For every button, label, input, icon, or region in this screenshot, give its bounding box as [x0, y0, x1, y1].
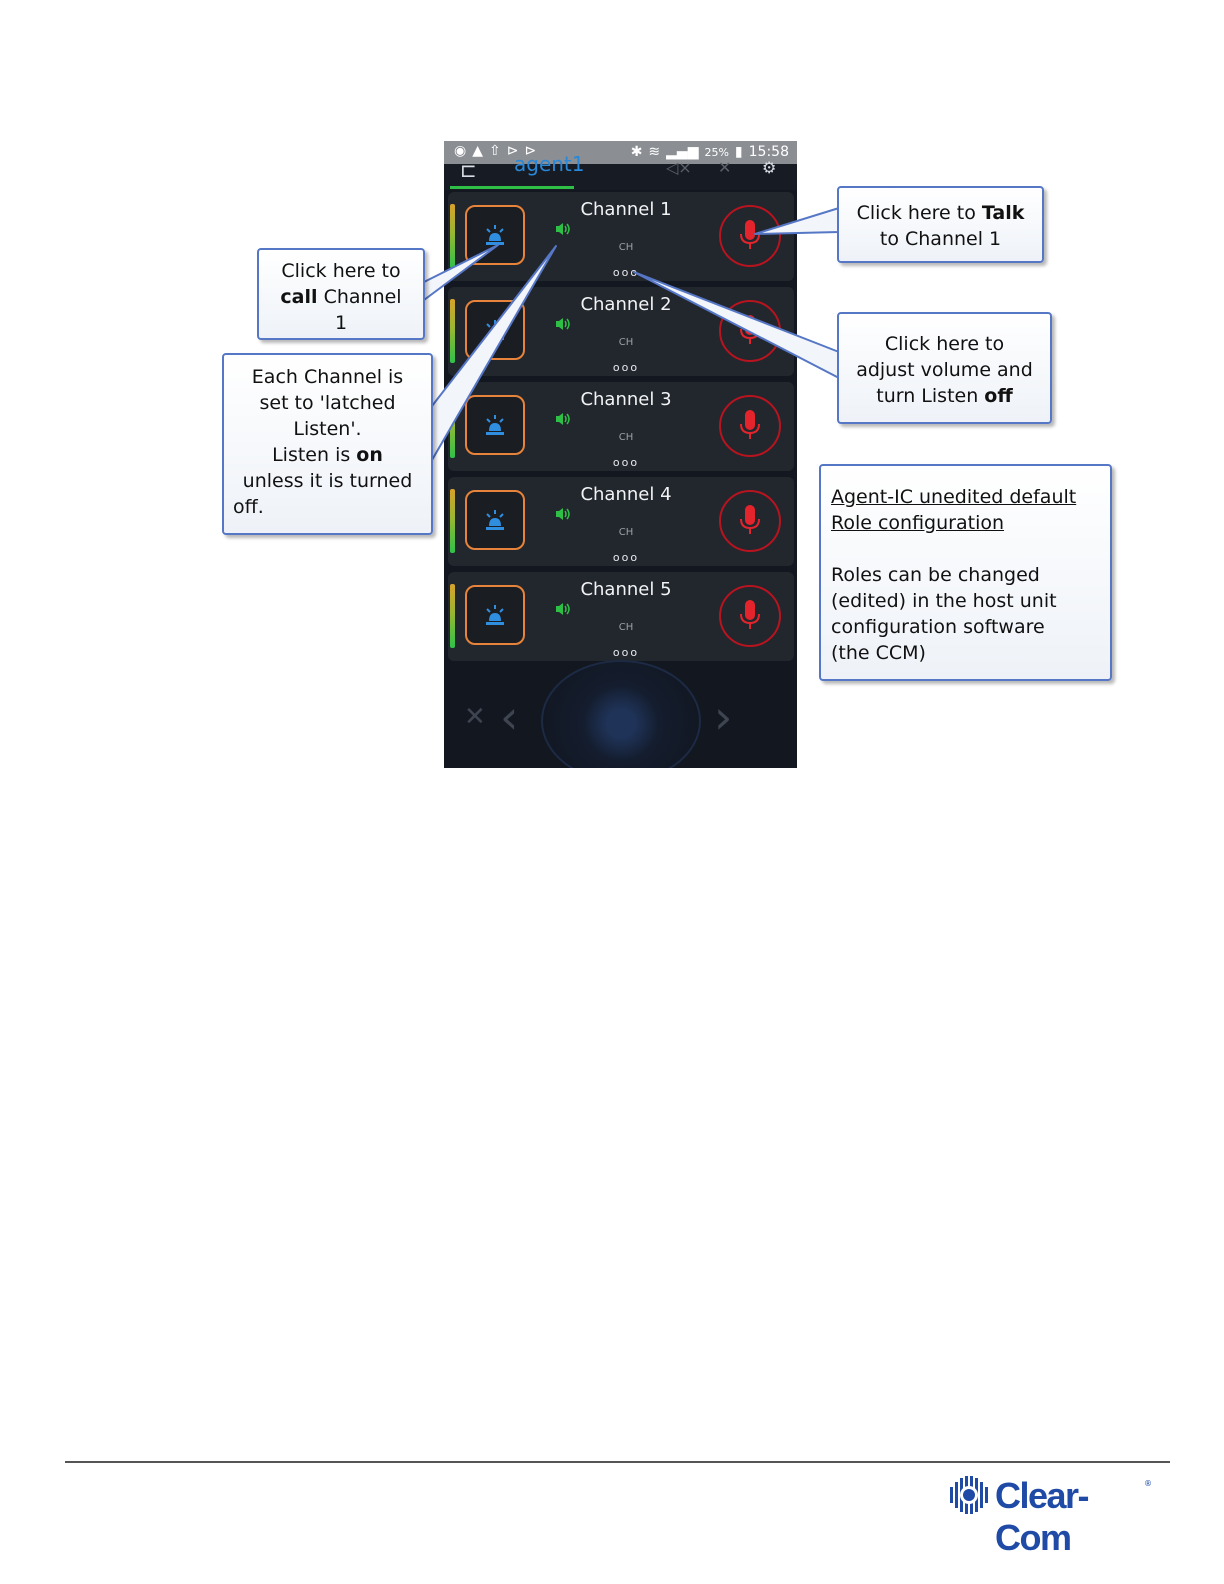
callout-latched-listen: [222, 353, 433, 535]
callout-text: off.: [233, 496, 264, 518]
wifi-icon: ≋: [648, 144, 661, 160]
callout-bold: on: [356, 444, 383, 466]
callout-text: 1: [334, 312, 348, 334]
settings-icon[interactable]: ⚙: [762, 158, 777, 177]
callout-text: Click here to: [884, 333, 1005, 355]
callout-bold: call: [280, 286, 318, 308]
call-pointer: [424, 245, 498, 300]
signal-icon: ▂▄▆: [666, 144, 699, 160]
channel-name: Channel 2: [580, 294, 672, 315]
talk-pointer: [755, 208, 839, 234]
logo-mark-icon: [948, 1475, 992, 1515]
callout-role-configuration: [819, 464, 1112, 681]
callout-text: configuration software: [831, 616, 1045, 638]
channel-name: Channel 1: [580, 199, 672, 220]
channel-ch-label: CH: [618, 527, 634, 538]
volume-dots[interactable]: ooo: [612, 266, 640, 279]
channel-ch-label: CH: [618, 622, 634, 633]
listen-pointer: [634, 272, 839, 378]
chevron-right-icon[interactable]: ›: [714, 690, 733, 744]
volume-dots[interactable]: ooo: [612, 361, 640, 374]
battery-level: 25%: [704, 145, 729, 159]
chevron-left-icon[interactable]: ‹: [500, 690, 519, 744]
callout-text: to Channel 1: [879, 228, 1002, 250]
logo-text: Clear-Com: [995, 1475, 1089, 1558]
channel-name: Channel 3: [580, 389, 672, 410]
callout-text: (the CCM): [831, 642, 926, 664]
callout-text: Click here to: [281, 260, 401, 282]
volume-dots[interactable]: ooo: [612, 456, 640, 469]
callout-heading: Agent-IC unedited default: [831, 486, 1077, 508]
callout-bold: off: [984, 385, 1013, 407]
callout-text: Each Channel is: [251, 366, 404, 388]
bluetooth-icon: ✱: [630, 144, 643, 160]
mute-talk-icon[interactable]: ✕: [718, 158, 732, 177]
registered-mark: ®: [1144, 1479, 1152, 1488]
back-icon[interactable]: ⊏: [460, 158, 477, 182]
callout-heading: Role configuration: [831, 512, 1005, 534]
channel-ch-label: CH: [618, 432, 634, 443]
channel-ch-label: CH: [618, 242, 634, 253]
callout-text: Click here to: [856, 202, 982, 224]
callout-text: Listen'.: [293, 418, 362, 440]
callout-text: Listen is: [272, 444, 357, 466]
callout-text: Channel: [317, 286, 402, 308]
callout-text: (edited) in the host unit: [831, 590, 1057, 612]
callout-listen: [837, 312, 1052, 424]
role-title[interactable]: agent1: [514, 152, 585, 176]
callout-text: unless it is turned: [242, 470, 413, 492]
callout-bold: Talk: [981, 202, 1025, 224]
callout-text: set to 'latched: [259, 392, 396, 414]
callout-text: adjust volume and: [856, 359, 1033, 381]
clock: 15:58: [748, 144, 789, 160]
mute-listen-icon[interactable]: ◁×: [666, 158, 692, 177]
volume-dots[interactable]: ooo: [612, 646, 640, 659]
channel-ch-label: CH: [618, 337, 634, 348]
callout-call: [257, 248, 425, 340]
callout-talk: [837, 186, 1044, 263]
battery-icon: ▮: [734, 144, 743, 160]
notification-icons: ◉▲⇧⊳⊳: [454, 143, 543, 159]
channel-name: Channel 5: [580, 579, 672, 600]
volume-dots[interactable]: ooo: [612, 551, 640, 564]
callout-text: Roles can be changed: [831, 564, 1040, 586]
footer-rule: [65, 1461, 1170, 1463]
channel-name: Channel 4: [580, 484, 672, 505]
callout-text: turn Listen: [876, 385, 985, 407]
close-icon[interactable]: ✕: [464, 702, 486, 732]
